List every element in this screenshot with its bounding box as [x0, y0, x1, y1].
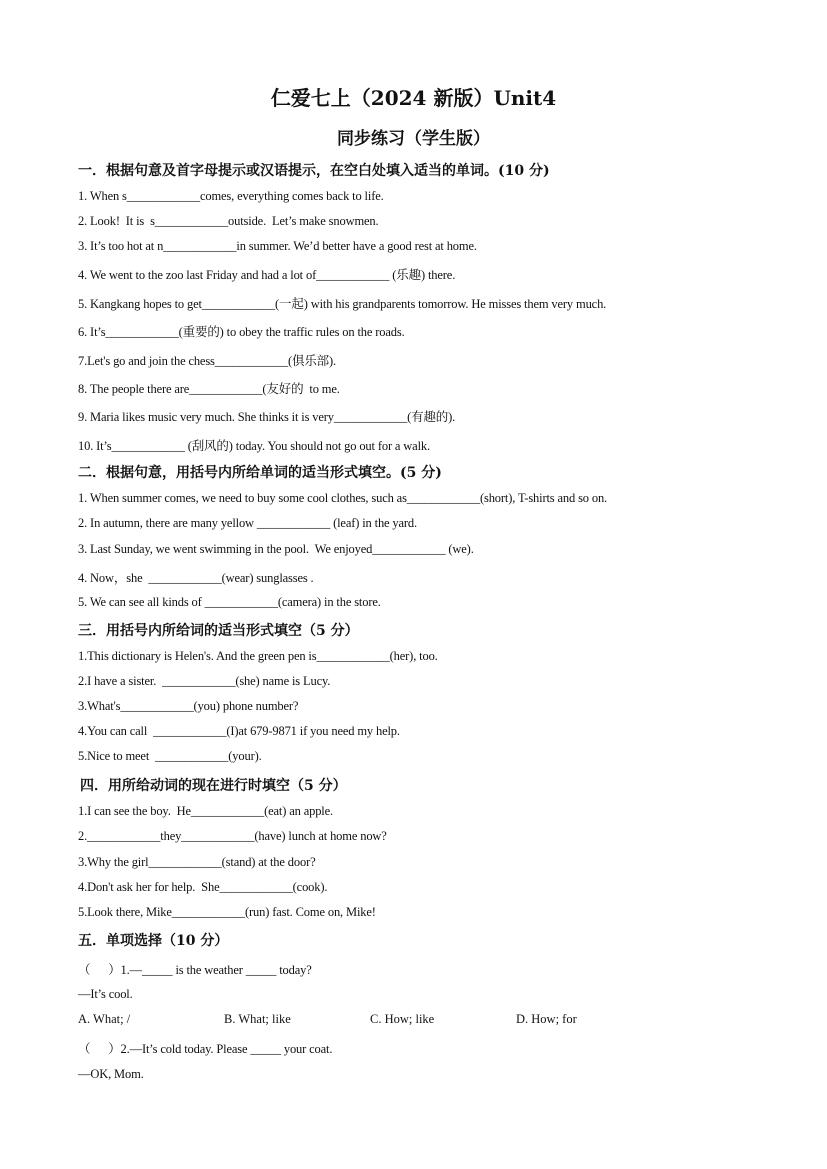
page-subtitle: 同步练习（学生版） — [337, 129, 490, 149]
question-line: 4.You can call ____________(I)at 679-9871 if you need my help. — [78, 724, 400, 738]
option-d: D. How; for — [516, 1012, 577, 1026]
question-line: 3. Last Sunday, we went swimming in the pool. We enjoyed____________ (we). — [78, 542, 474, 556]
question-line: 2. In autumn, there are many yellow ____________ (leaf) in the yard. — [78, 516, 418, 530]
question-line: 1. When s____________comes, everything comes back to life. — [78, 189, 384, 203]
question-line: 7.Let's go and join the chess____________(俱乐部). — [78, 354, 337, 368]
question-line: 2. Look! It is s____________outside. Let’s make snowmen. — [78, 214, 379, 228]
option-b: B. What; like — [224, 1012, 291, 1026]
question-line: 3.What's____________(you) phone number? — [78, 699, 299, 713]
question-line: 9. Maria likes music very much. She thinks it is very____________(有趣的). — [78, 410, 456, 424]
question-line: 1. When summer comes, we need to buy some cool clothes, such as____________(short), T-shirts and so on. — [78, 491, 608, 505]
option-c: C. How; like — [370, 1012, 435, 1026]
section-2-heading: 二．根据句意，用括号内所给单词的适当形式填空。(5 分) — [78, 465, 442, 481]
question-line: 4. Now，she ____________(wear) sunglasses . — [78, 571, 314, 585]
mc-dialogue-answer: —OK, Mom. — [78, 1067, 144, 1081]
question-line: 5.Nice to meet ____________(your). — [78, 749, 262, 763]
question-line: 8. The people there are____________(友好的 to me. — [78, 382, 340, 396]
question-line: 5.Look there, Mike____________(run) fast. Come on, Mike! — [78, 905, 376, 919]
question-line: 2.____________they____________(have) lunch at home now? — [78, 829, 387, 843]
question-line: 2.I have a sister. ____________(she) name is Lucy. — [78, 674, 331, 688]
section-5-heading: 五．单项选择（10 分） — [78, 933, 229, 949]
mc-question-1: （ ）1.—_____ is the weather _____ today? — [78, 963, 312, 977]
mc-dialogue-answer: —It’s cool. — [78, 987, 133, 1001]
question-line: 3.Why the girl____________(stand) at the door? — [78, 855, 316, 869]
question-line: 1.I can see the boy. He____________(eat) an apple. — [78, 804, 333, 818]
question-line: 6. It’s____________(重要的) to obey the traffic rules on the roads. — [78, 325, 405, 339]
question-line: 5. We can see all kinds of ____________(camera) in the store. — [78, 595, 381, 609]
section-1-heading: 一．根据句意及首字母提示或汉语提示，在空白处填入适当的单词。(10 分) — [78, 163, 550, 179]
question-line: 4. We went to the zoo last Friday and had a lot of____________ (乐趣) there. — [78, 268, 456, 282]
option-a: A. What; / — [78, 1012, 131, 1026]
question-line: 3. It’s too hot at n____________in summer. We’d better have a good rest at home. — [78, 239, 477, 253]
question-line: 5. Kangkang hopes to get____________(一起) with his grandparents tomorrow. He misses them very much. — [78, 297, 607, 311]
question-line: 4.Don't ask her for help. She____________(cook). — [78, 880, 328, 894]
mc-question-2: （ ）2.—It’s cold today. Please _____ your coat. — [78, 1042, 333, 1056]
section-4-heading: 四．用所给动词的现在进行时填空（5 分） — [80, 778, 347, 794]
question-line: 1.This dictionary is Helen's. And the green pen is____________(her), too. — [78, 649, 438, 663]
question-line: 10. It’s____________ (刮风的) today. You should not go out for a walk. — [78, 439, 430, 453]
page-title: 仁爱七上（2024 新版）Unit4 — [270, 86, 557, 110]
section-3-heading: 三．用括号内所给词的适当形式填空（5 分） — [78, 623, 359, 639]
